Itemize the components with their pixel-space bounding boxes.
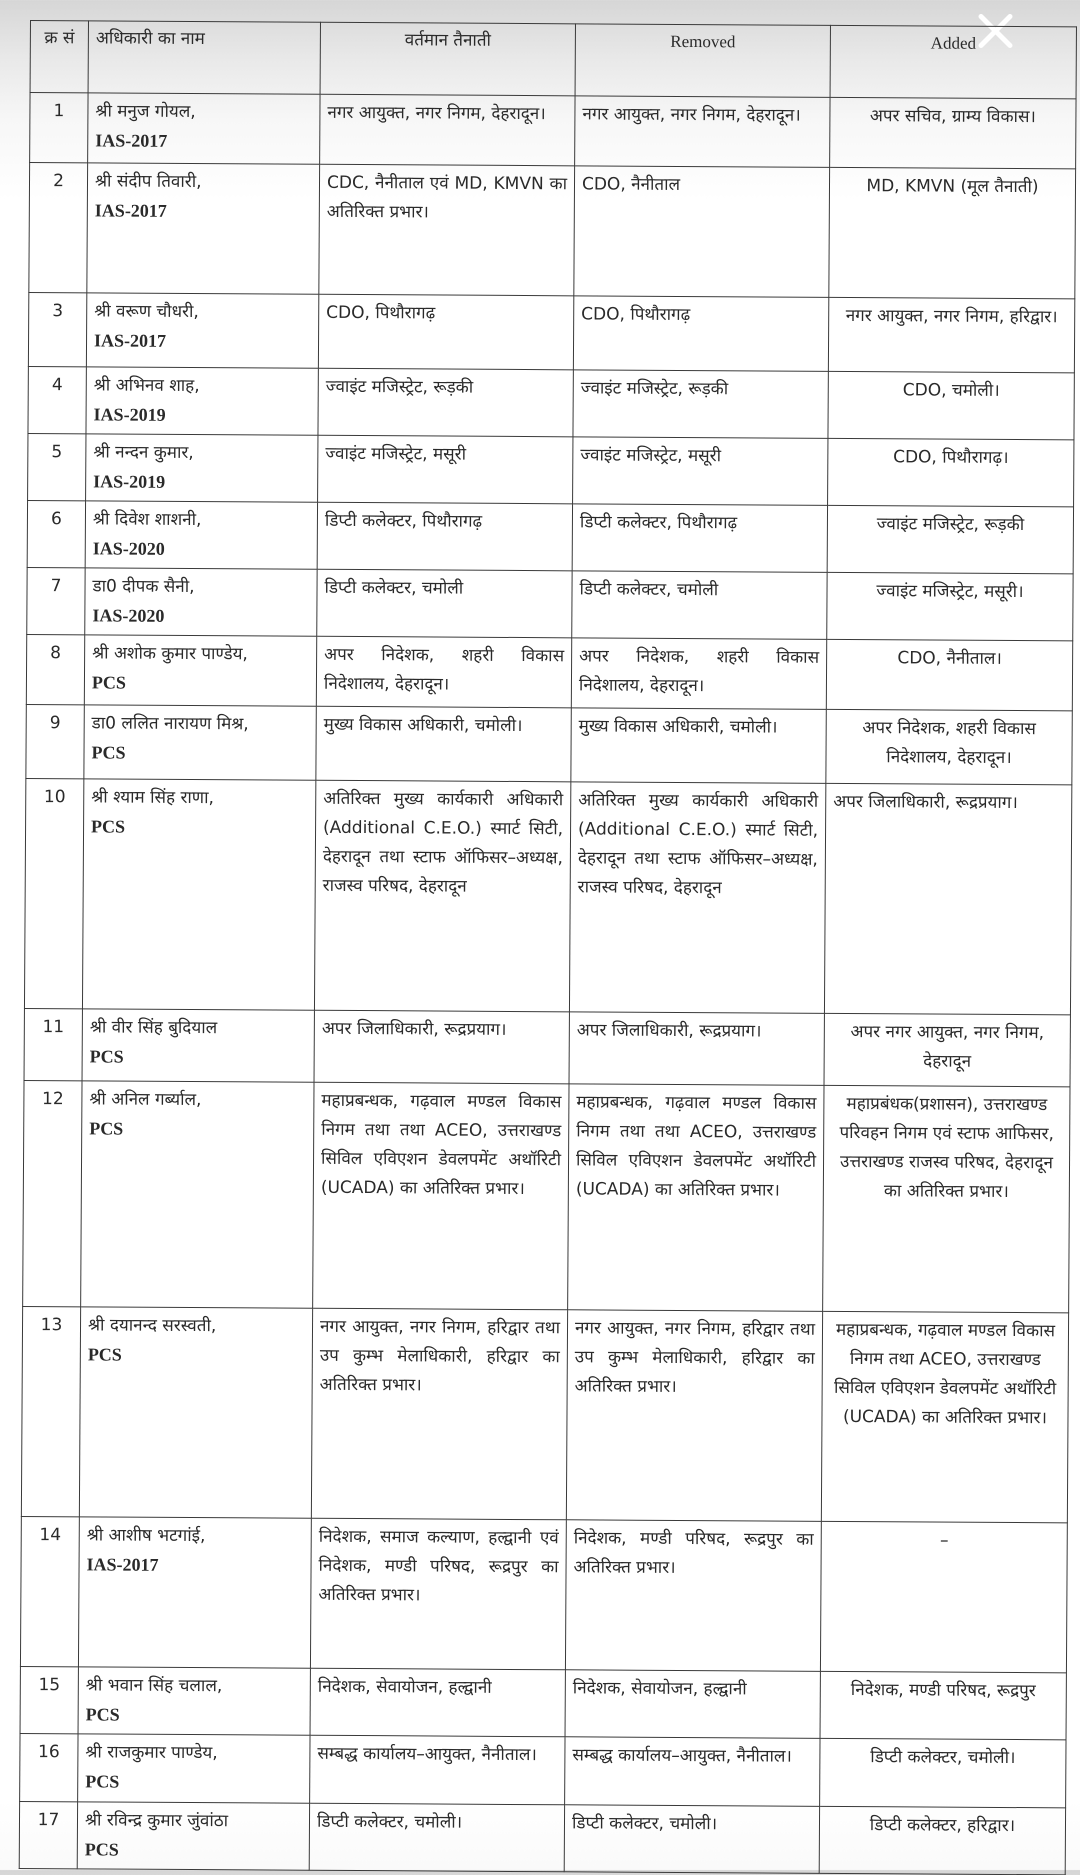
- added-cell: महाप्रबन्धक, गढ़वाल मण्डल विकास निगम तथा ACEO, उत्तराखण्ड सिविल एविएशन डेवलपमेंट अथॉरिटी (UCADA) का अतिरिक्त प्रभार।: [821, 1311, 1068, 1522]
- officer-name-cell: [87, 163, 320, 294]
- table-row: [27, 567, 1073, 640]
- table-row: [21, 1306, 1068, 1522]
- officer-service: IAS-2017: [95, 130, 168, 151]
- officer-service: IAS-2020: [92, 538, 165, 559]
- removed-cell: नगर आयुक्त, नगर निगम, देहरादून।: [575, 96, 830, 168]
- table-row: [28, 433, 1074, 506]
- removed-cell: अतिरिक्त मुख्य कार्यकारी अधिकारी (Additional C.E.O.) स्मार्ट सिटी, देहरादून तथा स्टाफ ऑफिसर–अध्यक्ष, राजस्व परिषद, देहरादून: [569, 782, 825, 1014]
- removed-cell: ज्वाइंट मजिस्ट्रेट, मसूरी: [573, 437, 828, 506]
- officer-name-cell: [82, 779, 315, 1010]
- added-cell: निदेशक, मण्डी परिषद, रूद्रपुर: [820, 1671, 1066, 1740]
- officer-service: PCS: [91, 742, 126, 763]
- officer-service: IAS-2019: [93, 404, 166, 425]
- officer-service: IAS-2019: [93, 471, 166, 492]
- table-row: [20, 1516, 1067, 1672]
- officer-name: श्री दयानन्द सरस्वती,: [87, 1315, 217, 1337]
- removed-cell: नगर आयुक्त, नगर निगम, हरिद्वार तथा उप कुम्भ मेलाधिकारी, हरिद्वार का अतिरिक्त प्रभार।: [566, 1310, 822, 1522]
- serial-number-cell: 6: [27, 500, 85, 567]
- added-cell: नगर आयुक्त, नगर निगम, हरिद्वार।: [828, 297, 1074, 373]
- added-cell: अपर जिलाधिकारी, रूद्रप्रयाग।: [824, 783, 1071, 1014]
- officer-name: श्री अशोक कुमार पाण्डेय,: [92, 643, 248, 665]
- officer-service: PCS: [89, 1046, 124, 1067]
- removed-cell: CDO, नैनीताल: [574, 166, 830, 298]
- serial-number-cell: 15: [20, 1666, 78, 1733]
- officer-name-cell: [86, 434, 318, 502]
- current-posting-cell: CDC, नैनीताल एवं MD, KMVN का अतिरिक्त प्रभार।: [319, 164, 575, 296]
- current-posting-cell: डिप्टी कलेक्टर, चमोली।: [309, 1803, 564, 1872]
- officer-name: श्री अभिनव शाह,: [93, 375, 200, 397]
- added-cell: डिप्टी कलेक्टर, चमोली।: [820, 1738, 1066, 1808]
- officer-service: PCS: [91, 816, 126, 837]
- officer-service: PCS: [89, 1118, 124, 1139]
- removed-cell: निदेशक, सेवायोजन, हल्द्वानी: [565, 1670, 820, 1739]
- table-row: [20, 1733, 1066, 1807]
- serial-number-cell: 12: [23, 1080, 82, 1306]
- serial-number-cell: 9: [26, 704, 84, 778]
- serial-number-cell: 14: [20, 1516, 79, 1666]
- serial-number-cell: 4: [28, 366, 86, 433]
- header-added: Added: [830, 25, 1076, 99]
- current-posting-cell: महाप्रबन्धक, गढ़वाल मण्डल विकास निगम तथा तथा ACEO, उत्तराखण्ड सिविल एविएशन डेवलपमेंट अथॉरिटी (UCADA) का अतिरिक्त प्रभार।: [313, 1082, 569, 1310]
- added-cell: CDO, पिथौरागढ़।: [828, 438, 1074, 507]
- removed-cell: महाप्रबन्धक, गढ़वाल मण्डल विकास निगम तथा तथा ACEO, उत्तराखण्ड सिविल एविएशन डेवलपमेंट अथॉरिटी (UCADA) का अतिरिक्त प्रभार।: [568, 1084, 824, 1312]
- officer-name-cell: [88, 93, 320, 164]
- table-row: [30, 93, 1076, 169]
- table-row: [27, 500, 1073, 573]
- current-posting-cell: निदेशक, सेवायोजन, हल्द्वानी: [310, 1668, 565, 1737]
- officer-name: श्री अनिल गर्ब्याल,: [89, 1089, 202, 1111]
- serial-number-cell: 8: [26, 634, 84, 704]
- serial-number-cell: 10: [24, 778, 83, 1008]
- removed-cell: अपर निदेशक, शहरी विकास निदेशालय, देहरादून।: [571, 638, 826, 710]
- added-cell: अपर सचिव, ग्राम्य विकास।: [830, 97, 1076, 169]
- officer-service: PCS: [85, 1771, 120, 1792]
- serial-number-cell: 3: [28, 292, 86, 366]
- officer-name: श्री रविन्द्र कुमार जुंवांठा: [84, 1810, 229, 1832]
- current-posting-cell: ज्वाइंट मजिस्ट्रेट, रूड़की: [318, 368, 573, 437]
- current-posting-cell: अतिरिक्त मुख्य कार्यकारी अधिकारी (Additional C.E.O.) स्मार्ट सिटी, देहरादून तथा स्टाफ ऑफिसर–अध्यक्ष, राजस्व परिषद, देहरादून: [314, 780, 570, 1012]
- officer-name: श्री नन्दन कुमार,: [93, 442, 194, 464]
- officer-name-cell: [81, 1081, 314, 1308]
- removed-cell: डिप्टी कलेक्टर, चमोली: [572, 571, 827, 640]
- officer-service: PCS: [91, 672, 127, 693]
- officer-service: IAS-2017: [86, 1554, 159, 1575]
- officer-name-cell: [84, 705, 316, 780]
- current-posting-cell: ज्वाइंट मजिस्ट्रेट, मसूरी: [318, 435, 573, 504]
- current-posting-cell: डिप्टी कलेक्टर, पिथौरागढ़: [317, 502, 572, 571]
- officer-name-cell: [82, 1009, 314, 1082]
- serial-number-cell: 13: [21, 1306, 80, 1516]
- officer-service: PCS: [85, 1704, 120, 1725]
- serial-number-cell: 16: [20, 1733, 78, 1801]
- transfer-table: [19, 20, 1077, 1875]
- table-row: [29, 163, 1076, 299]
- current-posting-cell: CDO, पिथौरागढ़: [318, 294, 573, 370]
- officer-service: IAS-2017: [94, 200, 167, 221]
- officer-name: डा0 ललित नारायण मिश्र,: [91, 713, 249, 735]
- added-cell: CDO, चमोली।: [828, 371, 1074, 440]
- officer-name: श्री राजकुमार पाण्डेय,: [85, 1742, 218, 1764]
- removed-cell: सम्बद्ध कार्यालय–आयुक्त, नैनीताल।: [565, 1737, 820, 1807]
- current-posting-cell: नगर आयुक्त, नगर निगम, देहरादून।: [320, 94, 575, 166]
- added-cell: ज्वाइंट मजिस्ट्रेट, मसूरी।: [827, 572, 1073, 641]
- added-cell: अपर निदेशक, शहरी विकास निदेशालय, देहरादून।: [826, 709, 1072, 785]
- added-cell: महाप्रबंधक(प्रशासन), उत्तराखण्ड परिवहन निगम एवं स्टाफ आफिसर, उत्तराखण्ड राजस्व परिषद, देहरादून का अतिरिक्त प्रभार।: [823, 1085, 1070, 1312]
- officer-name: श्री भवान सिंह चलाल,: [85, 1675, 223, 1697]
- officer-name: श्री दिवेश शाशनी,: [92, 509, 202, 531]
- serial-number-cell: 17: [19, 1801, 77, 1868]
- table-row: [26, 634, 1072, 710]
- header-name: अधिकारी का नाम: [88, 21, 320, 94]
- officer-service: IAS-2017: [93, 330, 167, 351]
- added-cell: CDO, नैनीताल।: [826, 639, 1072, 711]
- officer-name: श्री मनुज गोयल,: [95, 101, 196, 123]
- header-serial: क्र सं: [30, 21, 88, 93]
- table-row: [28, 366, 1074, 439]
- current-posting-cell: मुख्य विकास अधिकारी, चमोली।: [316, 706, 571, 782]
- removed-cell: अपर जिलाधिकारी, रूद्रप्रयाग।: [569, 1012, 824, 1086]
- table-row: [24, 1008, 1070, 1086]
- officer-name: श्री श्याम सिंह राणा,: [91, 787, 214, 809]
- officer-name-cell: [78, 1667, 310, 1735]
- officer-name-cell: [85, 501, 317, 569]
- added-cell: MD, KMVN (मूल तैनाती): [829, 167, 1076, 299]
- table-header-row: [30, 21, 1076, 99]
- officer-name: श्री वरूण चौधरी,: [94, 301, 199, 323]
- serial-number-cell: 2: [29, 163, 88, 293]
- current-posting-cell: सम्बद्ध कार्यालय–आयुक्त, नैनीताल।: [310, 1735, 565, 1805]
- officer-service: IAS-2020: [92, 605, 165, 626]
- current-posting-cell: डिप्टी कलेक्टर, चमोली: [317, 569, 572, 638]
- table-row: [19, 1801, 1065, 1874]
- officer-name-cell: [86, 367, 318, 435]
- added-cell: डिप्टी कलेक्टर, हरिद्वार।: [819, 1806, 1065, 1875]
- header-current-posting: वर्तमान तैनाती: [320, 22, 575, 96]
- serial-number-cell: 5: [28, 433, 86, 500]
- officer-name-cell: [84, 635, 316, 706]
- officer-name-cell: [85, 568, 317, 636]
- removed-cell: डिप्टी कलेक्टर, पिथौरागढ़: [572, 504, 827, 573]
- officer-name-cell: [77, 1802, 309, 1870]
- officer-name-cell: [78, 1517, 311, 1668]
- added-cell: –: [820, 1521, 1067, 1672]
- header-removed: Removed: [575, 24, 830, 98]
- table-row: [20, 1666, 1066, 1739]
- current-posting-cell: निदेशक, समाज कल्याण, हल्द्वानी एवं निदेशक, मण्डी परिषद, रूद्रपुर का अतिरिक्त प्रभार।: [310, 1518, 566, 1670]
- table-row: [28, 292, 1074, 372]
- current-posting-cell: नगर आयुक्त, नगर निगम, हरिद्वार तथा उप कुम्भ मेलाधिकारी, हरिद्वार का अतिरिक्त प्रभार।: [311, 1308, 567, 1520]
- added-cell: अपर नगर आयुक्त, नगर निगम, देहरादून: [824, 1013, 1070, 1087]
- removed-cell: CDO, पिथौरागढ़: [573, 296, 828, 372]
- removed-cell: ज्वाइंट मजिस्ट्रेट, रूड़की: [573, 370, 828, 439]
- removed-cell: मुख्य विकास अधिकारी, चमोली।: [571, 708, 826, 784]
- added-cell: ज्वाइंट मजिस्ट्रेट, रूड़की: [827, 505, 1073, 574]
- officer-name: श्री संदीप तिवारी,: [94, 171, 202, 193]
- officer-service: PCS: [84, 1839, 119, 1860]
- officer-name-cell: [79, 1307, 312, 1518]
- officer-name: श्री आशीष भटगांई,: [86, 1525, 206, 1547]
- serial-number-cell: 11: [24, 1008, 82, 1080]
- table-row: [26, 704, 1072, 784]
- removed-cell: डिप्टी कलेक्टर, चमोली।: [564, 1805, 819, 1874]
- officer-name: डा0 दीपक सैनी,: [92, 576, 195, 598]
- table-row: [23, 1080, 1070, 1312]
- current-posting-cell: अपर निदेशक, शहरी विकास निदेशालय, देहरादून।: [316, 636, 571, 708]
- officer-name-cell: [86, 293, 318, 368]
- officer-service: PCS: [87, 1344, 122, 1365]
- officer-name-cell: [78, 1734, 310, 1803]
- serial-number-cell: 7: [27, 567, 85, 634]
- table-row: [24, 778, 1071, 1014]
- current-posting-cell: अपर जिलाधिकारी, रूद्रप्रयाग।: [314, 1010, 569, 1084]
- serial-number-cell: 1: [30, 93, 88, 163]
- removed-cell: निदेशक, मण्डी परिषद, रूद्रपुर का अतिरिक्त प्रभार।: [565, 1520, 821, 1672]
- officer-name: श्री वीर सिंह बुदियाल: [89, 1017, 218, 1039]
